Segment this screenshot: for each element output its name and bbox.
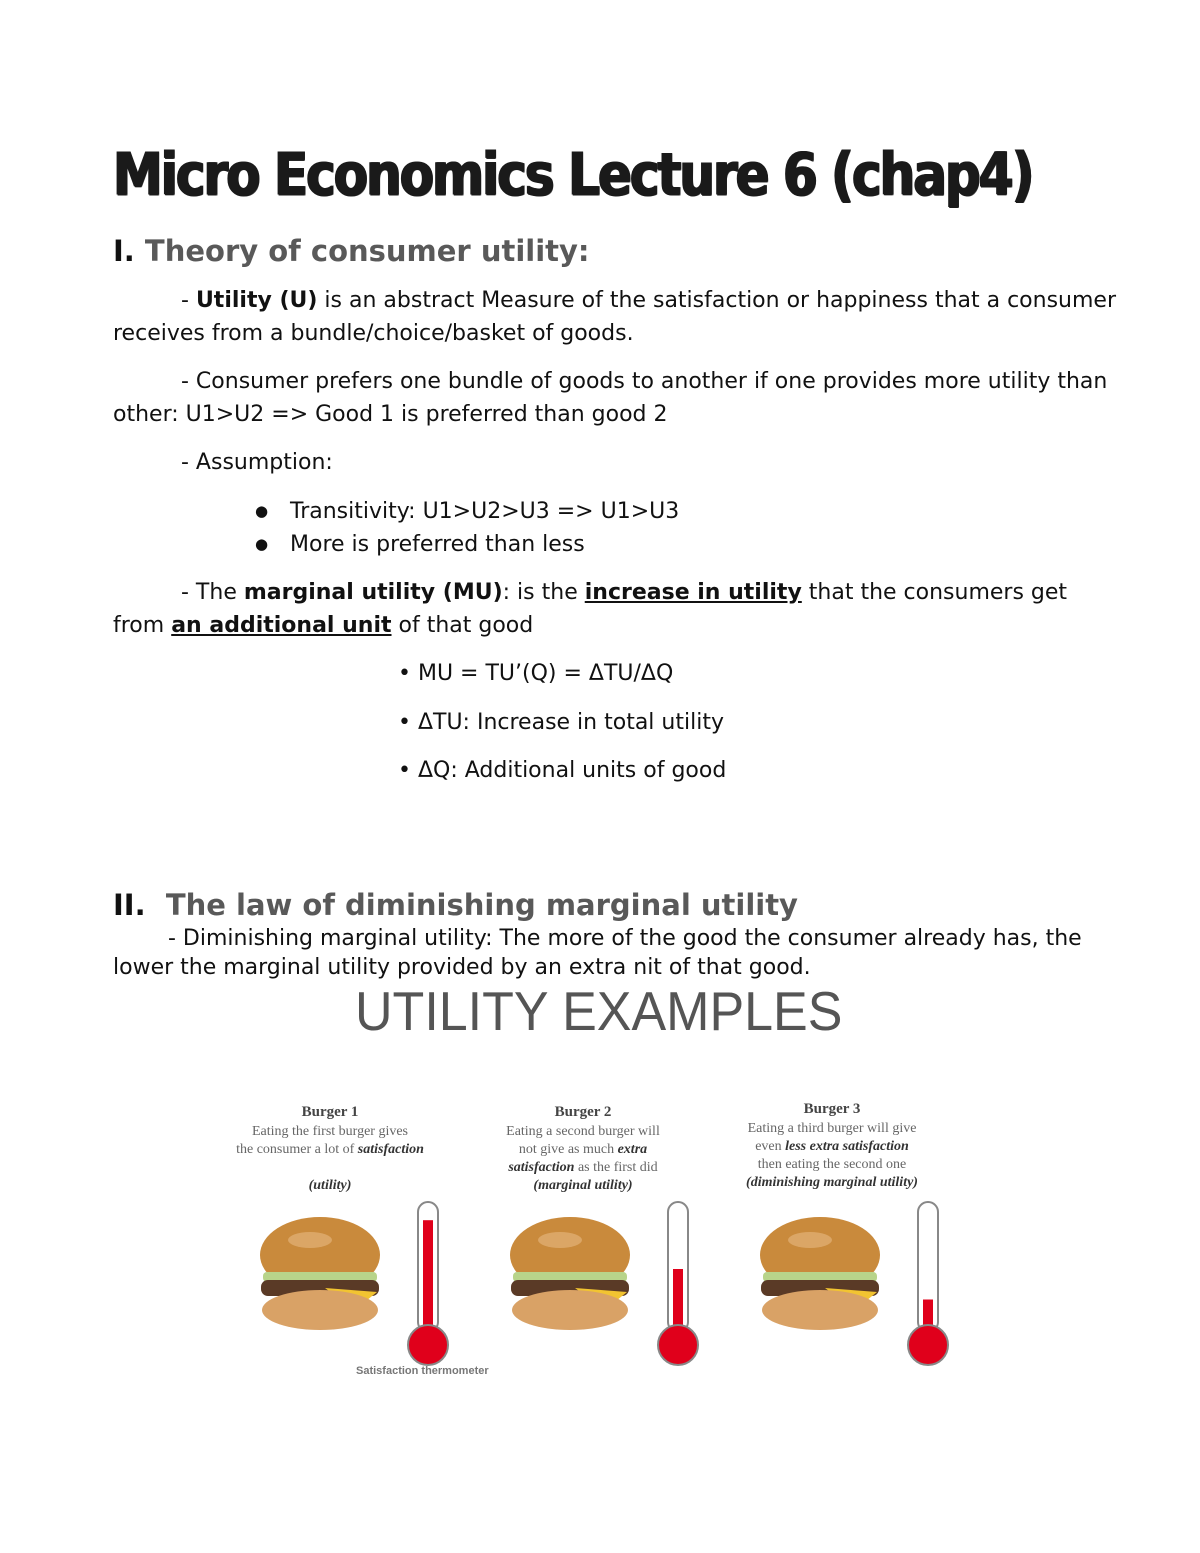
formula-mu: • MU = TU’(Q) = ΔTU/ΔQ	[398, 661, 674, 686]
burger-icon	[260, 1217, 380, 1330]
assumption-list	[255, 495, 679, 561]
formula-delta-tu: • ΔTU: Increase in total utility	[398, 710, 724, 735]
thermometer-fill	[423, 1220, 433, 1334]
thermometer-icon	[658, 1202, 698, 1365]
mu-lead: - The	[181, 580, 244, 605]
formula-delta-q: • ΔQ: Additional units of good	[398, 758, 727, 783]
mu-mid: : is the	[502, 580, 585, 605]
burger-1-description	[210, 1103, 450, 1195]
burger-1-line1: Eating the first burger gives	[251, 1124, 409, 1139]
utility-definition	[113, 284, 1123, 350]
diminishing-text: - Diminishing marginal utility: The more of the good the consumer already has, the lower the marginal utility provided by an extra nit of that good.	[113, 926, 1082, 980]
burger-2-note: (marginal utility)	[533, 1178, 633, 1193]
burger-1-line2-em: satisfaction	[357, 1142, 424, 1157]
burger-1-name: Burger 1	[301, 1104, 359, 1120]
burger-2-description	[463, 1103, 703, 1195]
burger-3-art	[750, 1200, 950, 1370]
burger-3-line2: even	[755, 1139, 786, 1154]
burger-2-line3: as the first did	[574, 1160, 658, 1175]
section-1-number: I.	[113, 234, 135, 268]
burger-1-note: (utility)	[308, 1178, 352, 1193]
utility-examples-title: UTILITY EXAMPLES	[355, 981, 843, 1043]
mu-additional-phrase: an additional unit	[171, 613, 392, 638]
thermometer-icon	[408, 1202, 448, 1365]
burger-1-line2: the consumer a lot of	[236, 1142, 358, 1157]
burger-2-line2: not give as much	[518, 1142, 618, 1157]
mu-mid2: that the consumers get from	[113, 580, 1068, 638]
list-item: ● More is preferred than less	[255, 528, 679, 561]
burger-2-name: Burger 2	[554, 1104, 612, 1120]
assumption-paragraph	[113, 446, 1123, 479]
burger-icon	[760, 1217, 880, 1330]
burger-2-line1: Eating a second burger will	[506, 1124, 660, 1139]
burger-3-line2-em: less extra satisfaction	[785, 1139, 909, 1154]
burger-3-line3: then eating the second one	[757, 1157, 907, 1172]
mu-increase-phrase: increase in utility	[584, 580, 802, 605]
mu-term: marginal utility (MU)	[243, 580, 503, 605]
section-2-heading	[113, 888, 798, 922]
section-1-title: Theory of consumer utility:	[144, 234, 590, 268]
thermometer-icon	[908, 1202, 948, 1365]
preference-paragraph	[113, 365, 1123, 431]
diminishing-paragraph	[113, 924, 1123, 982]
burger-2-line2-em: extra	[617, 1142, 648, 1157]
list-item: ● Transitivity: U1>U2>U3 => U1>U3	[255, 495, 679, 528]
burger-3-note: (diminishing marginal utility)	[746, 1175, 918, 1190]
section-2-number: II.	[113, 888, 146, 922]
assumption-label: - Assumption:	[181, 450, 333, 475]
burger-3-name: Burger 3	[803, 1101, 861, 1117]
burger-3-line1: Eating a third burger will give	[747, 1121, 917, 1136]
section-2-title: The law of diminishing marginal utility	[165, 888, 798, 922]
burger-2-art	[500, 1200, 700, 1370]
burger-1-art	[250, 1200, 450, 1370]
utility-lead: -	[181, 288, 196, 313]
marginal-utility-paragraph	[113, 576, 1123, 642]
burger-3-description	[712, 1100, 952, 1192]
thermometer-caption: Satisfaction thermometer	[356, 1365, 489, 1377]
burger-icon	[510, 1217, 630, 1330]
burger-2-line3-em: satisfaction	[508, 1160, 575, 1175]
page-title: Micro Economics Lecture 6 (chap4)	[113, 140, 1033, 209]
section-1-heading	[113, 234, 590, 268]
preference-text: - Consumer prefers one bundle of goods to another if one provides more utility than other: U1>U2 => Good 1 is preferred than good 2	[113, 369, 1108, 427]
utility-text: is an abstract Measure of the satisfaction or happiness that a consumer receives from a bundle/choice/basket of goods.	[113, 288, 1117, 346]
mu-end: of that good	[391, 613, 534, 638]
utility-term: Utility (U)	[195, 288, 318, 313]
